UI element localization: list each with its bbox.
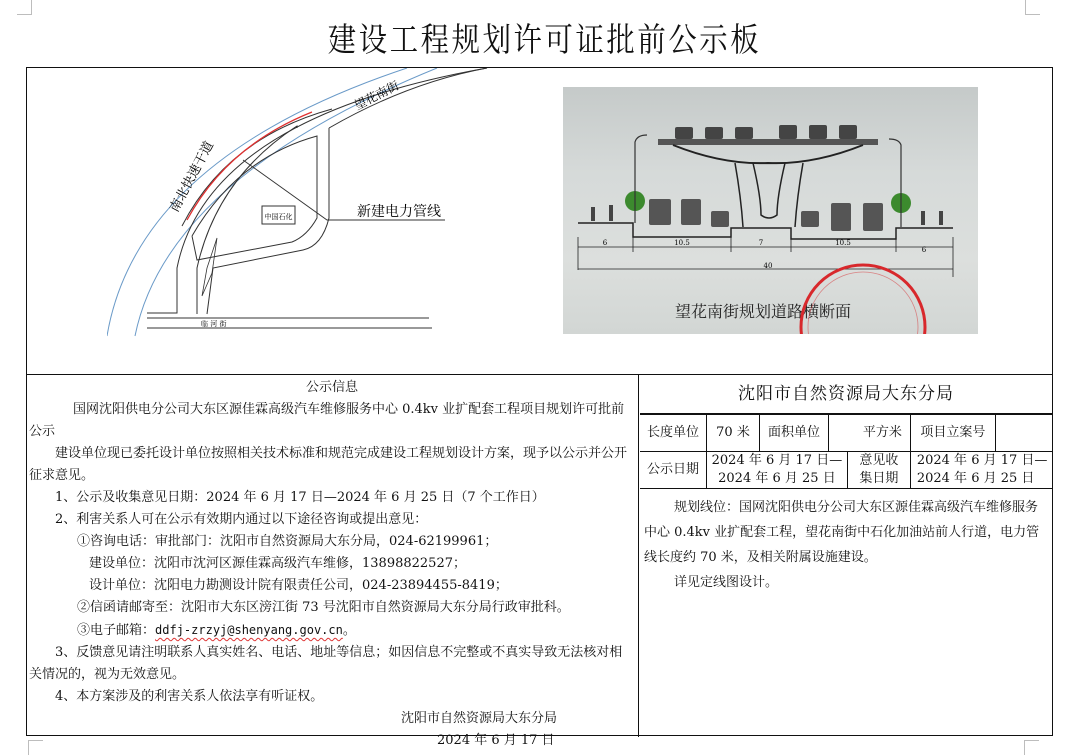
wanghua-street-label: 望花南街: [352, 78, 402, 113]
table-row: [640, 452, 1052, 489]
column-divider: [638, 374, 639, 737]
opinion-date-label-line1: 意见收: [859, 453, 899, 468]
notice-board: [26, 67, 1053, 748]
contact-mail-address: ②信函请邮寄至：沈阳市大东区滂江街 73 号沈阳市自然资源局大东分局行政审批科。: [77, 600, 570, 615]
notice-item-4: 4、本方案涉及的利害关系人依法享有听证权。: [55, 689, 324, 704]
notice-item-1: 1、公示及收集意见日期：2024 年 6 月 17 日—2024 年 6 月 25 日（7 个工作日）: [55, 490, 545, 505]
email-suffix: 。: [342, 623, 356, 638]
project-number-value: [995, 415, 1052, 452]
dim-sidewalk-right: 6: [921, 246, 927, 254]
area-unit-value: 平方米: [829, 415, 911, 452]
location-map: [107, 68, 547, 338]
opinion-date-value: [910, 452, 1052, 489]
opinion-date-start: 2024 年 6 月 17 日—: [916, 453, 1048, 468]
page-title: 建设工程规划许可证批前公示板: [327, 20, 762, 59]
notice-item-2: 2、利害关系人可在公示有效期内通过以下途径咨询或提出意见：: [55, 512, 428, 527]
project-number-label: 项目立案号: [910, 415, 995, 452]
pipeline-callout-label: 新建电力管线: [357, 204, 441, 220]
area-unit-label: 面积单位: [760, 415, 829, 452]
contact-approval-dept: ①咨询电话：审批部门：沈阳市自然资源局大东分局，024-62199961；: [77, 534, 498, 549]
linhe-street-label: 临 河 街: [201, 320, 227, 328]
planning-description: [640, 489, 1052, 595]
dim-lane-right: 10.5: [835, 239, 851, 247]
contact-email-line: [29, 619, 635, 642]
notice-heading: 公示信息: [305, 380, 358, 395]
dim-median: 7: [758, 239, 764, 247]
planning-alignment-text: 规划线位：国网沈阳供电分公司大东区源佳霖高级汽车维修服务中心 0.4kv 业扩配套工程，望花南街中石化加油站前人行道，电力管线长度约 70 米，及相关附属设施建设。: [644, 500, 1040, 565]
publicity-date-end: 2024 年 6 月 25 日: [718, 471, 836, 486]
notice-item-3: 3、反馈意见请注明联系人真实姓名、电话、地址等信息；如因信息不完整或不真实导致无法核对相关情况的，视为无效意见。: [29, 645, 623, 682]
email-label: ③电子邮箱：: [77, 623, 156, 638]
email-link[interactable]: ddfj-zrzyj@shenyang.gov.cn: [155, 623, 343, 637]
notice-project-title: 国网沈阳供电分公司大东区源佳霖高级汽车维修服务中心 0.4kv 业扩配套工程项目规划许可批前公示: [29, 402, 625, 439]
contact-design-unit: 设计单位：沈阳电力勘测设计院有限责任公司，024-23894455-8419；: [89, 578, 508, 593]
company-seal: [801, 265, 925, 334]
table-row: [640, 415, 1052, 452]
contact-construction-unit: 建设单位：沈阳市沈河区源佳霖高级汽车维修，13898822527；: [89, 556, 466, 571]
planning-see-drawing-text: 详见定线图设计。: [674, 575, 779, 590]
notice-date: 2024 年 6 月 17 日: [437, 733, 555, 748]
length-unit-value: 70 米: [707, 415, 760, 452]
opinion-date-label: [847, 452, 910, 489]
dim-sidewalk-left: 6: [602, 239, 608, 247]
authority-name: 沈阳市自然资源局大东分局: [640, 375, 1052, 414]
opinion-date-label-line2: 集日期: [859, 471, 899, 486]
notice-info: [29, 377, 635, 752]
length-unit-label: 长度单位: [640, 415, 707, 452]
cross-section-photo: [563, 87, 978, 334]
dim-total: 40: [763, 262, 773, 270]
notice-intro: 建设单位现已委托设计单位按照相关技术标准和规范完成建设工程规划设计方案，现予以公示并公开征求意见。: [29, 446, 628, 483]
opinion-date-end: 2024 年 6 月 25 日: [916, 471, 1035, 486]
page-corner-mark: [1025, 0, 1040, 15]
dim-lane-left: 10.5: [674, 239, 690, 247]
publicity-date-start: 2024 年 6 月 17 日—: [711, 453, 843, 468]
info-table: [640, 414, 1052, 489]
info-panel: [640, 375, 1052, 595]
notice-signature: 沈阳市自然资源局大东分局: [401, 711, 558, 726]
publicity-date-value: [707, 452, 848, 489]
publicity-date-label: 公示日期: [640, 452, 707, 489]
page-corner-mark: [17, 0, 32, 15]
building-label: 中国石化: [264, 213, 293, 221]
cross-section-caption: 望花南街规划道路横断面: [674, 302, 852, 321]
expressway-label: 南北快速干道: [167, 138, 218, 215]
